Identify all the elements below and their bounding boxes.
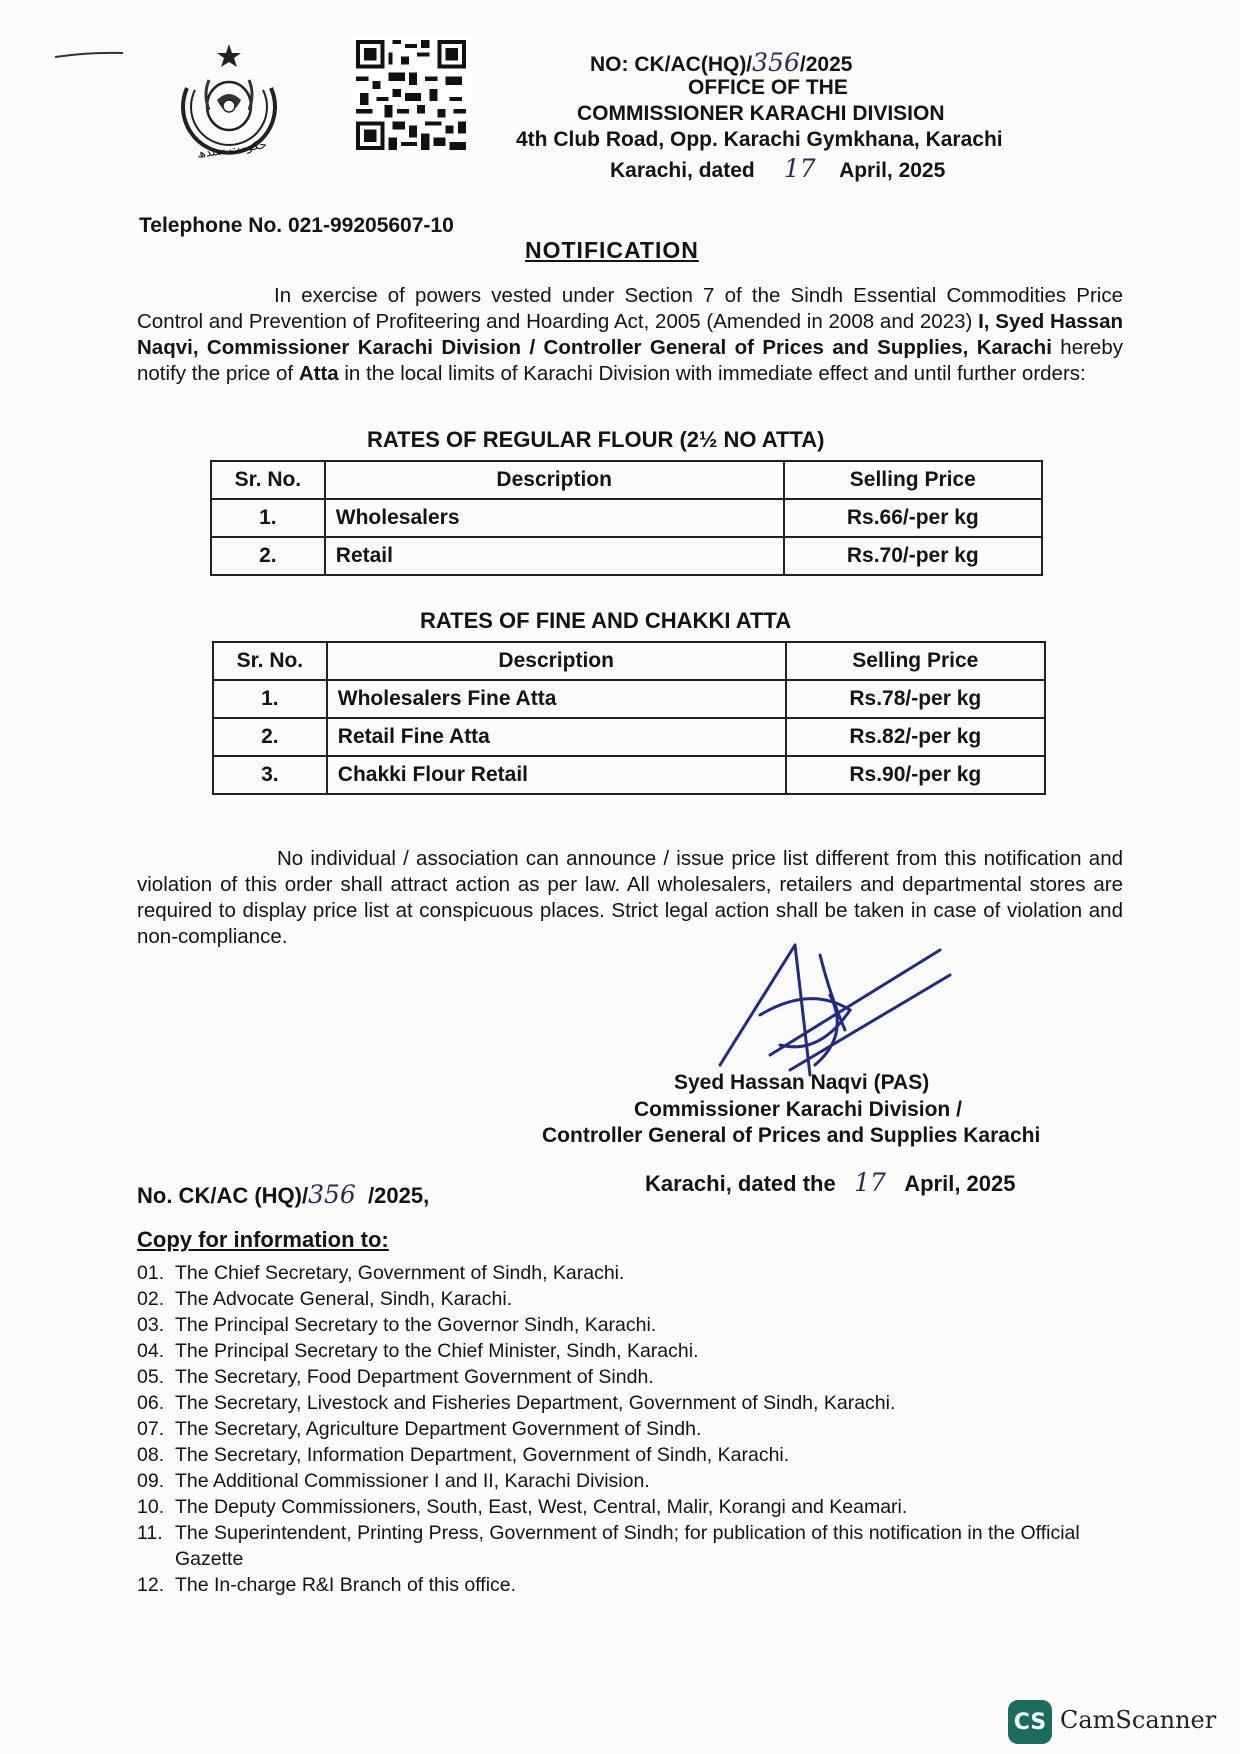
list-item: 10. The Deputy Commissioners, South, East, West, Central, Malir, Korangi and Keamari.	[137, 1496, 908, 1518]
column-header: Description	[327, 642, 786, 680]
description-cell: Wholesalers	[325, 499, 784, 537]
camscanner-brand: CamScanner	[1060, 1706, 1217, 1734]
description-cell: Wholesalers Fine Atta	[327, 680, 786, 718]
sr-no-cell: 2.	[213, 718, 327, 756]
price-cell: Rs.66/-per kg	[784, 499, 1042, 537]
division-line: COMMISSIONER KARACHI DIVISION	[577, 102, 945, 125]
table-row	[213, 680, 1045, 718]
column-header: Selling Price	[786, 642, 1045, 680]
intro-paragraph: In exercise of powers vested under Section 7 of the Sindh Essential Commodities Price Control and Prevention of Profiteering and Hoarding Act, 2005 (Amended in 2008 and 2023) I, Syed Hassan Naqvi, Commissioner Karachi Division / Controller General of Prices and Supplies, Karachi hereby notify the price of Atta in the local limits of Karachi Division with immediate effect and until further orders:	[137, 284, 1123, 385]
table-row	[213, 718, 1045, 756]
table-header-row	[213, 642, 1045, 680]
scan-mark	[53, 50, 125, 60]
reference-number: NO: CK/AC(HQ)/356/2025	[590, 48, 853, 77]
list-item: 02. The Advocate General, Sindh, Karachi.	[137, 1288, 513, 1310]
column-header: Description	[325, 461, 784, 499]
office-line: OFFICE OF THE	[688, 76, 848, 99]
table-row	[213, 756, 1045, 794]
price-cell: Rs.90/-per kg	[786, 756, 1045, 794]
handwritten-reference-number: 356	[308, 1180, 356, 1209]
list-item: 03. The Principal Secretary to the Governor Sindh, Karachi.	[137, 1314, 657, 1336]
table-row	[211, 499, 1042, 537]
fine-chakki-rates-table	[212, 641, 1046, 795]
handwritten-reference-number: 356	[752, 48, 800, 77]
list-item: 09. The Additional Commissioner I and II, Karachi Division.	[137, 1470, 650, 1492]
address-line: 4th Club Road, Opp. Karachi Gymkhana, Karachi	[516, 128, 1003, 151]
price-cell: Rs.70/-per kg	[784, 537, 1042, 575]
description-cell: Retail	[325, 537, 784, 575]
copy-recipient-list	[137, 1260, 1137, 1598]
sr-no-cell: 1.	[213, 680, 327, 718]
notification-title: NOTIFICATION	[525, 237, 699, 263]
closing-paragraph: No individual / association can announce / issue price list different from this notification and violation of this order shall attract action as per law. All wholesalers, retailers and departmental stores are required to display price list at conspicuous places. Strict legal action shall be taken in case of violation and non-compliance.	[137, 847, 1123, 948]
column-header: Selling Price	[784, 461, 1042, 499]
column-header: Sr. No.	[213, 642, 327, 680]
list-item: 04. The Principal Secretary to the Chief Minister, Sindh, Karachi.	[137, 1340, 699, 1362]
description-cell: Retail Fine Atta	[327, 718, 786, 756]
sr-no-cell: 2.	[211, 537, 325, 575]
handwritten-signature	[700, 935, 1000, 1085]
signatory-designation-2: Controller General of Prices and Supplies Karachi	[542, 1124, 1041, 1147]
emblem-caption: حکومت سندھ	[196, 137, 268, 161]
fine-chakki-table-title: RATES OF FINE AND CHAKKI ATTA	[420, 608, 792, 633]
camscanner-logo-icon: CS	[1008, 1700, 1052, 1744]
handwritten-date-day: 17	[783, 154, 816, 183]
table-row	[211, 537, 1042, 575]
sr-no-cell: 3.	[213, 756, 327, 794]
description-cell: Chakki Flour Retail	[327, 756, 786, 794]
table-header-row	[211, 461, 1042, 499]
list-item: 07. The Secretary, Agriculture Department Government of Sindh.	[137, 1418, 702, 1440]
price-cell: Rs.78/-per kg	[786, 680, 1045, 718]
column-header: Sr. No.	[211, 461, 325, 499]
sr-no-cell: 1.	[211, 499, 325, 537]
regular-flour-rates-table	[210, 460, 1043, 576]
telephone-number: Telephone No. 021-99205607-10	[139, 214, 454, 237]
regular-flour-table-title: RATES OF REGULAR FLOUR (2½ NO ATTA)	[367, 427, 825, 452]
signatory-designation-1: Commissioner Karachi Division /	[634, 1098, 962, 1121]
copy-for-information-title: Copy for information to:	[137, 1227, 389, 1252]
footer-date: Karachi, dated the 17 April, 2025	[645, 1168, 1016, 1197]
header-date: Karachi, dated 17 April, 2025	[610, 154, 946, 183]
handwritten-date-day: 17	[854, 1168, 886, 1197]
price-cell: Rs.82/-per kg	[786, 718, 1045, 756]
qr-code-icon	[350, 36, 472, 154]
list-item: 08. The Secretary, Information Department, Government of Sindh, Karachi.	[137, 1444, 790, 1466]
list-item: 11. The Superintendent, Printing Press, Government of Sindh; for publication of this notification in the Official Gazette	[137, 1522, 1080, 1570]
list-item: 06. The Secretary, Livestock and Fisheries Department, Government of Sindh, Karachi.	[137, 1392, 896, 1414]
list-item: 12. The In-charge R&I Branch of this office.	[137, 1574, 517, 1596]
signatory-name: Syed Hassan Naqvi (PAS)	[674, 1071, 930, 1094]
footer-reference-number: No. CK/AC (HQ)/356 /2025,	[137, 1180, 430, 1209]
list-item: 05. The Secretary, Food Department Government of Sindh.	[137, 1366, 654, 1388]
list-item: 01. The Chief Secretary, Government of Sindh, Karachi.	[137, 1262, 625, 1284]
